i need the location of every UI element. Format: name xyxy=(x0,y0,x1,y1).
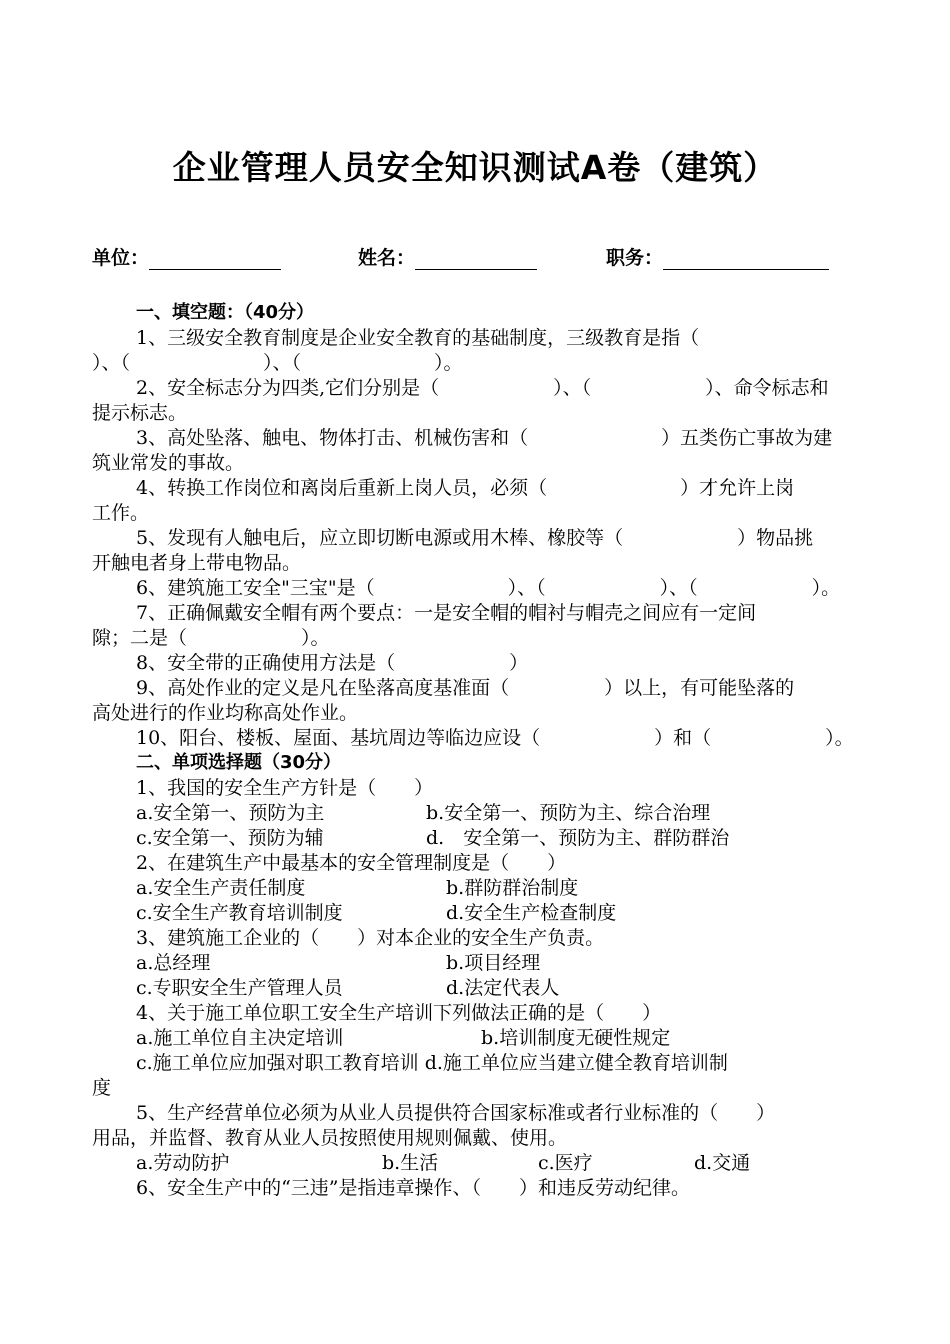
option-c: c.安全生产教育培训制度 xyxy=(136,902,343,924)
question-line: ）、（ ）、（ ）。 xyxy=(92,352,463,374)
question-line: 6、建筑施工安全"三宝"是（ ）、（ ）、（ ）。 xyxy=(136,577,841,599)
question-line: 3、高处坠落、触电、物体打击、机械伤害和（ ）五类伤亡事故为建 xyxy=(136,427,833,449)
option-c: c.安全第一、预防为辅 xyxy=(136,827,324,849)
option-a: a.安全第一、预防为主 xyxy=(136,802,325,824)
option-b: b.安全第一、预防为主、综合治理 xyxy=(426,802,711,824)
option-d: d.安全生产检查制度 xyxy=(446,902,617,924)
question-line: 4、转换工作岗位和离岗后重新上岗人员，必须（ ）才允许上岗 xyxy=(136,477,795,499)
question-line: 2、在建筑生产中最基本的安全管理制度是（ ） xyxy=(136,852,567,874)
name-label: 姓名： xyxy=(358,247,416,269)
question-line: 高处进行的作业均称高处作业。 xyxy=(92,702,359,724)
question-line: 2、安全标志分为四类,它们分别是（ ）、（ ）、命令标志和 xyxy=(136,377,829,399)
section1-heading: 一、填空题：（40分） xyxy=(136,302,315,323)
question-line: 工作。 xyxy=(92,502,150,524)
option-a: a.施工单位自主决定培训 xyxy=(136,1027,344,1049)
option-d: d. 安全第一、预防为主、群防群治 xyxy=(426,827,730,849)
question-line: 开触电者身上带电物品。 xyxy=(92,552,302,574)
position-field-group xyxy=(606,243,829,270)
option-b: b.群防群治制度 xyxy=(446,877,579,899)
question-line: 提示标志。 xyxy=(92,402,188,424)
question-line: 9、高处作业的定义是凡在坠落高度基准面（ ）以上，有可能坠落的 xyxy=(136,677,795,699)
option-b: b.项目经理 xyxy=(446,952,541,974)
option-a: a.劳动防护 xyxy=(136,1152,230,1174)
option-c: c.医疗 xyxy=(538,1152,593,1174)
question-line: 筑业常发的事故。 xyxy=(92,452,245,474)
question-line: 5、生产经营单位必须为从业人员提供符合国家标准或者行业标准的（ ） xyxy=(136,1102,776,1124)
option-c: c.专职安全生产管理人员 xyxy=(136,977,343,999)
question-line: 10、阳台、楼板、屋面、基坑周边等临边应设（ ）和（ ）。 xyxy=(136,727,854,749)
position-label: 职务： xyxy=(606,247,664,269)
question-line: 隙；二是（ ）。 xyxy=(92,627,330,649)
question-line: 1、三级安全教育制度是企业安全教育的基础制度，三级教育是指（ xyxy=(136,327,700,349)
option-d: d.交通 xyxy=(694,1152,751,1174)
question-line: 4、关于施工单位职工安全生产培训下列做法正确的是（ ） xyxy=(136,1002,662,1024)
question-line: 3、建筑施工企业的（ ）对本企业的安全生产负责。 xyxy=(136,927,605,949)
question-line: 度 xyxy=(92,1077,112,1099)
question-line: 5、发现有人触电后，应立即切断电源或用木棒、橡胶等（ ）物品挑 xyxy=(136,527,814,549)
question-line: 7、正确佩戴安全帽有两个要点：一是安全帽的帽衬与帽壳之间应有一定间 xyxy=(136,602,757,624)
position-blank[interactable] xyxy=(663,247,829,270)
option-a: a.总经理 xyxy=(136,952,211,974)
section2-heading: 二、单项选择题（30分） xyxy=(136,752,342,773)
unit-label: 单位： xyxy=(92,247,150,269)
option-b: b.生活 xyxy=(382,1152,439,1174)
unit-blank[interactable] xyxy=(149,247,281,270)
question-line: 8、安全带的正确使用方法是（ ） xyxy=(136,652,529,674)
question-line: 1、我国的安全生产方针是（ ） xyxy=(136,777,434,799)
unit-field-group xyxy=(92,243,281,270)
name-field-group xyxy=(358,243,537,270)
option-b: b.培训制度无硬性规定 xyxy=(481,1027,671,1049)
option-c-d: c.施工单位应加强对职工教育培训 d.施工单位应当建立健全教育培训制 xyxy=(136,1052,728,1074)
option-d: d.法定代表人 xyxy=(446,977,560,999)
question-line: 用品，并监督、教育从业人员按照使用规则佩戴、使用。 xyxy=(92,1127,568,1149)
question-line: 6、安全生产中的“三违”是指违章操作、（ ）和违反劳动纪律。 xyxy=(136,1177,691,1199)
page-title: 企业管理人员安全知识测试A卷（建筑） xyxy=(172,148,778,187)
name-blank[interactable] xyxy=(415,247,537,270)
option-a: a.安全生产责任制度 xyxy=(136,877,306,899)
